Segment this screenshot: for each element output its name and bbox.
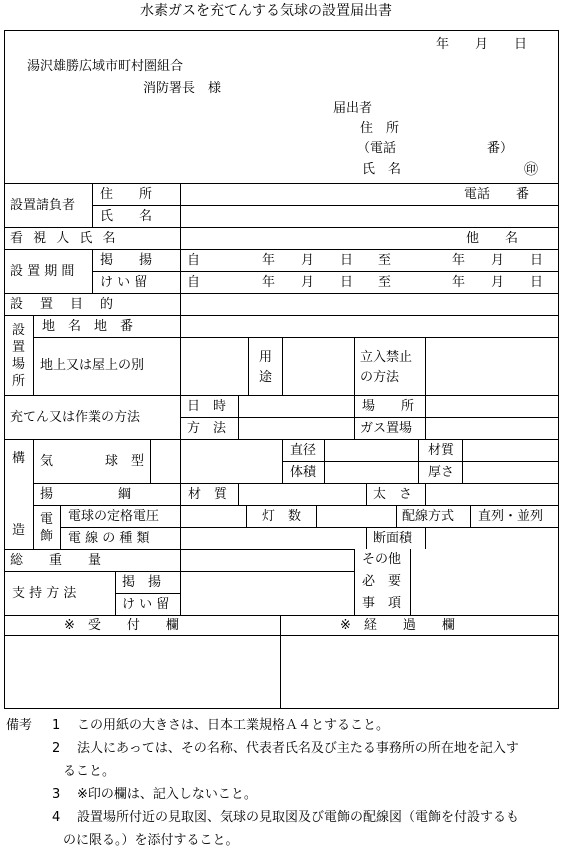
structure-label-bottom: 造 xyxy=(12,523,26,538)
note-cont-4: のに限る。）を添付すること。 xyxy=(63,833,239,848)
cross-section-label: 断面積 xyxy=(373,531,413,546)
location-lot-label: 地 名 地 番 xyxy=(42,319,134,334)
note-text-2: 法人にあっては、その名称、代表者氏名及び主たる事務所の所在地を記入す xyxy=(77,741,519,756)
net-thickness-label: 太 さ xyxy=(373,487,413,502)
lamp-count-label: 灯 数 xyxy=(262,509,302,524)
note-num-4: 4 xyxy=(52,810,61,825)
period-raise-date-to[interactable]: 年 月 日 xyxy=(452,253,544,268)
reception-received-label: ※ 受 付 欄 xyxy=(64,618,179,633)
purpose-label: 設 置 目 的 xyxy=(10,297,116,312)
filling-datetime-label: 日 時 xyxy=(187,399,227,414)
weight-field[interactable] xyxy=(181,550,353,570)
filling-method-label: 方 法 xyxy=(187,421,227,436)
note-text-4: 設置場所付近の見取図、気球の見取図及び電飾の配線図（電飾を付設するも xyxy=(77,810,520,825)
note-num-3: 3 xyxy=(52,787,61,802)
other-label-3: 事 項 xyxy=(362,596,402,611)
location-lot-field[interactable] xyxy=(181,316,558,336)
submitter-name-label: 氏 名 xyxy=(362,162,402,177)
weight-label: 総 重 量 xyxy=(10,553,102,568)
period-raise-date-from[interactable]: 年 月 日 xyxy=(262,253,354,268)
note-text-1: この用紙の大きさは、日本工業規格Ａ４とすること。 xyxy=(77,718,390,733)
location-ground-roof-field[interactable] xyxy=(181,338,247,394)
filling-place-label: 場 所 xyxy=(362,399,415,414)
period-moor-date-from[interactable]: 年 月 日 xyxy=(262,275,354,290)
other-label-2: 必 要 xyxy=(362,574,402,589)
rated-voltage-label: 電球の定格電圧 xyxy=(68,509,160,524)
other-label-1: その他 xyxy=(362,552,402,567)
filling-label: 充てん又は作業の方法 xyxy=(10,410,141,425)
watcher-label: 看 視 人 氏 名 xyxy=(10,231,119,246)
addressee-org: 湯沢雄勝広域市町村圏組合 xyxy=(27,59,184,74)
seal-icon: ㊞ xyxy=(524,162,538,178)
deco-label: 電飾 xyxy=(40,512,54,544)
date-field[interactable]: 年 月 日 xyxy=(436,37,528,52)
location-ground-roof-label: 地上又は屋上の別 xyxy=(40,358,145,373)
note-num-2: 2 xyxy=(52,741,61,756)
support-moor-label: け い 留 xyxy=(122,597,170,612)
wiring-value[interactable]: 直列・並列 xyxy=(478,509,544,524)
location-restrict-field[interactable] xyxy=(426,338,558,394)
applicant-address-field[interactable] xyxy=(181,184,451,204)
location-label: 設置場所 xyxy=(12,323,26,389)
wire-type-label: 電 線 の 種 類 xyxy=(68,531,150,546)
submitter-phone-label: （電話 番） xyxy=(357,141,514,156)
other-field[interactable] xyxy=(411,550,558,614)
support-label: 支 持 方 法 xyxy=(12,586,77,601)
purpose-field[interactable] xyxy=(181,294,558,314)
filling-gas-storage-label: ガス置場 xyxy=(360,421,413,436)
raise-net-label: 揚 綱 xyxy=(40,487,132,502)
period-raise-label: 掲 揚 xyxy=(100,253,153,268)
location-restrict-label: 立入禁止の方法 xyxy=(360,350,413,385)
submitter-address-label: 住 所 xyxy=(360,121,400,136)
addressee-chief: 消防署長 様 xyxy=(143,81,222,96)
net-material-label: 材 質 xyxy=(188,487,228,502)
watcher-other-label: 他 名 xyxy=(466,231,519,246)
period-label: 設 置 期 間 xyxy=(10,264,75,279)
balloon-diameter-label: 直径 xyxy=(290,443,317,458)
note-num-1: 1 xyxy=(52,718,61,733)
applicant-label: 設置請負者 xyxy=(10,198,76,213)
balloon-type-label: 気 球 型 xyxy=(40,454,145,469)
reception-progress-label: ※ 経 過 欄 xyxy=(340,618,455,633)
support-raise-label: 掲 揚 xyxy=(122,575,162,590)
note-text-3: ※印の欄は、記入しないこと。 xyxy=(77,787,257,802)
period-moor-to: 至 xyxy=(378,275,392,290)
period-moor-date-to[interactable]: 年 月 日 xyxy=(452,275,544,290)
form-title: 水素ガスを充てんする気球の設置届出書 xyxy=(140,3,392,19)
period-raise-from: 自 xyxy=(187,253,201,268)
submitter-label: 届出者 xyxy=(333,101,373,116)
applicant-name-field[interactable] xyxy=(181,206,558,226)
location-use-label: 用途 xyxy=(259,350,273,385)
applicant-name-label: 氏 名 xyxy=(100,209,153,224)
balloon-thickness-label: 厚さ xyxy=(428,465,455,480)
period-raise-to: 至 xyxy=(378,253,392,268)
structure-label-top: 構 xyxy=(12,451,26,466)
balloon-volume-label: 体積 xyxy=(290,465,317,480)
note-cont-2: ること。 xyxy=(63,764,116,779)
watcher-name-field[interactable] xyxy=(181,228,461,248)
notes-label: 備考 xyxy=(6,718,33,733)
wiring-method-label: 配線方式 xyxy=(402,509,455,524)
period-moor-from: 自 xyxy=(187,275,201,290)
applicant-address-label: 住 所 xyxy=(100,187,153,202)
applicant-phone-label: 電話 番 xyxy=(464,187,530,202)
balloon-material-label: 材質 xyxy=(428,443,455,458)
period-moor-label: け い 留 xyxy=(100,275,148,290)
location-use-field[interactable] xyxy=(283,338,353,394)
